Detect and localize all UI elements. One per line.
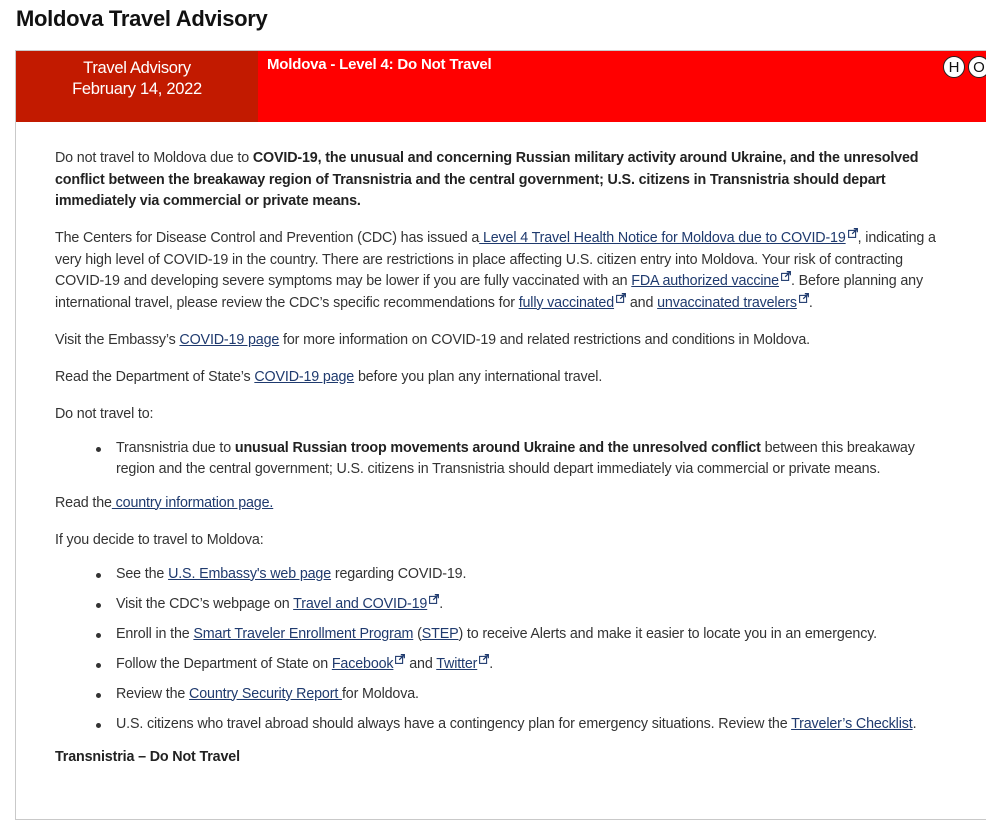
- dos-text: before you plan any international travel.: [354, 368, 603, 385]
- advisory-date: February 14, 2022: [72, 80, 202, 98]
- external-link-icon: [799, 293, 809, 303]
- fully-vaccinated-link[interactable]: fully vaccinated: [518, 294, 615, 311]
- advisory-label: Travel Advisory: [83, 59, 191, 77]
- intro-text: Do not travel to Moldova due to: [55, 150, 253, 166]
- list-item-text: .: [439, 595, 444, 612]
- cdc-text: . Before planning any international travel, please review the CDC’s specific recommendations for: [55, 273, 923, 311]
- intro-bold-text: COVID-19, the unusual and concerning Russian military activity around Ukraine, and the unresolved conflict between the breakaway region of Transnistria and the central government; U.S. citizens in Transnistria should depart immediately via commercial or private means.: [55, 150, 919, 209]
- country-info-text: Read the: [55, 494, 112, 511]
- facebook-link[interactable]: Facebook: [331, 655, 394, 672]
- unvaccinated-travelers-link[interactable]: unvaccinated travelers: [657, 294, 797, 311]
- list-item-text: See the: [116, 565, 169, 582]
- list-item: [116, 564, 950, 586]
- list-item-text: U.S. citizens who travel abroad should always have a contingency plan for emergency situations. Review the: [116, 715, 792, 732]
- list-item-text: for Moldova.: [341, 685, 419, 702]
- list-item-text: Visit the CDC’s webpage on: [116, 595, 294, 612]
- cdc-text: The Centers for Disease Control and Prevention (CDC) has issued a: [55, 230, 480, 246]
- transnistria-heading: Transnistria – Do Not Travel: [55, 749, 240, 765]
- list-item-text: .: [912, 715, 917, 732]
- list-item-text: regarding COVID-19.: [331, 565, 467, 582]
- do-not-travel-list: [55, 438, 950, 481]
- twitter-link[interactable]: Twitter: [436, 655, 478, 672]
- external-link-icon: [616, 293, 626, 303]
- us-embassy-web-page-link[interactable]: U.S. Embassy's web page: [168, 565, 332, 582]
- list-item: [116, 438, 950, 481]
- list-item-text: .: [489, 655, 494, 672]
- country-information-link[interactable]: country information page.: [111, 494, 274, 511]
- external-link-icon: [395, 654, 405, 664]
- dos-paragraph: [55, 367, 950, 389]
- travelers-checklist-link[interactable]: Traveler’s Checklist: [791, 715, 913, 732]
- embassy-covid-link[interactable]: COVID-19 page: [179, 331, 280, 348]
- list-item-text: Transnistria due to: [116, 439, 235, 456]
- list-item-bold-text: unusual Russian troop movements around Ukraine and the unresolved conflict: [234, 439, 761, 456]
- list-item-text: Follow the Department of State on: [116, 655, 332, 672]
- country-security-report-link[interactable]: Country Security Report: [189, 685, 342, 702]
- step-link[interactable]: STEP: [421, 625, 459, 642]
- embassy-paragraph: [55, 330, 950, 352]
- embassy-text: Visit the Embassy’s: [55, 331, 180, 348]
- fda-vaccine-link[interactable]: FDA authorized vaccine: [631, 273, 779, 289]
- travel-and-covid-link[interactable]: Travel and COVID-19: [293, 595, 428, 612]
- list-item: [116, 594, 950, 616]
- indicator-icons: [943, 56, 986, 78]
- country-info-paragraph: [55, 493, 950, 515]
- list-item-text: between this breakaway region and the central government; U.S. citizens in Transnistria should depart immediately via commercial or private means.: [116, 439, 915, 477]
- list-item-text: ) to receive Alerts and make it easier to locate you in an emergency.: [458, 625, 877, 642]
- dos-covid-link[interactable]: COVID-19 page: [254, 368, 355, 385]
- cdc-health-notice-link[interactable]: Level 4 Travel Health Notice for Moldova due to COVID-19: [479, 230, 846, 246]
- cdc-text: and: [626, 294, 658, 311]
- dos-text: Read the Department of State’s: [55, 368, 255, 385]
- intro-paragraph: [55, 148, 950, 213]
- cdc-paragraph: [55, 228, 950, 314]
- list-item: [116, 654, 950, 676]
- external-link-icon: [781, 271, 791, 281]
- if-travel-label: If you decide to travel to Moldova:: [55, 531, 264, 548]
- list-item-text: and: [405, 655, 437, 672]
- external-link-icon: [429, 594, 439, 604]
- cdc-text: , indicating a very high level of COVID-19 in the country. There are restrictions in place affecting U.S. citizen entry into Moldova. Your risk of contracting COVID-19 and developing severe symptoms may be lower if you are fully vaccinated with an: [55, 230, 936, 289]
- list-item: [116, 684, 950, 706]
- health-indicator-icon[interactable]: H: [943, 56, 965, 78]
- travel-tips-list: [55, 564, 950, 736]
- other-indicator-icon[interactable]: O: [968, 56, 986, 78]
- advisory-level-title: Moldova - Level 4: Do Not Travel: [267, 56, 492, 73]
- cdc-text: .: [808, 294, 813, 311]
- page-title: Moldova Travel Advisory: [16, 6, 268, 31]
- advisory-content: [55, 148, 950, 784]
- embassy-text: for more information on COVID-19 and related restrictions and conditions in Moldova.: [279, 331, 810, 348]
- list-item-text: Enroll in the: [116, 625, 194, 642]
- do-not-travel-label: Do not travel to:: [55, 405, 154, 422]
- list-item-text: Review the: [116, 685, 190, 702]
- smart-traveler-link[interactable]: Smart Traveler Enrollment Program: [193, 625, 414, 642]
- external-link-icon: [848, 228, 858, 238]
- list-item: [116, 714, 950, 736]
- advisory-date-panel: [16, 51, 258, 122]
- advisory-banner: [16, 51, 986, 122]
- list-item-text: (: [413, 625, 422, 642]
- advisory-box: [15, 50, 986, 820]
- external-link-icon: [479, 654, 489, 664]
- list-item: [116, 624, 950, 646]
